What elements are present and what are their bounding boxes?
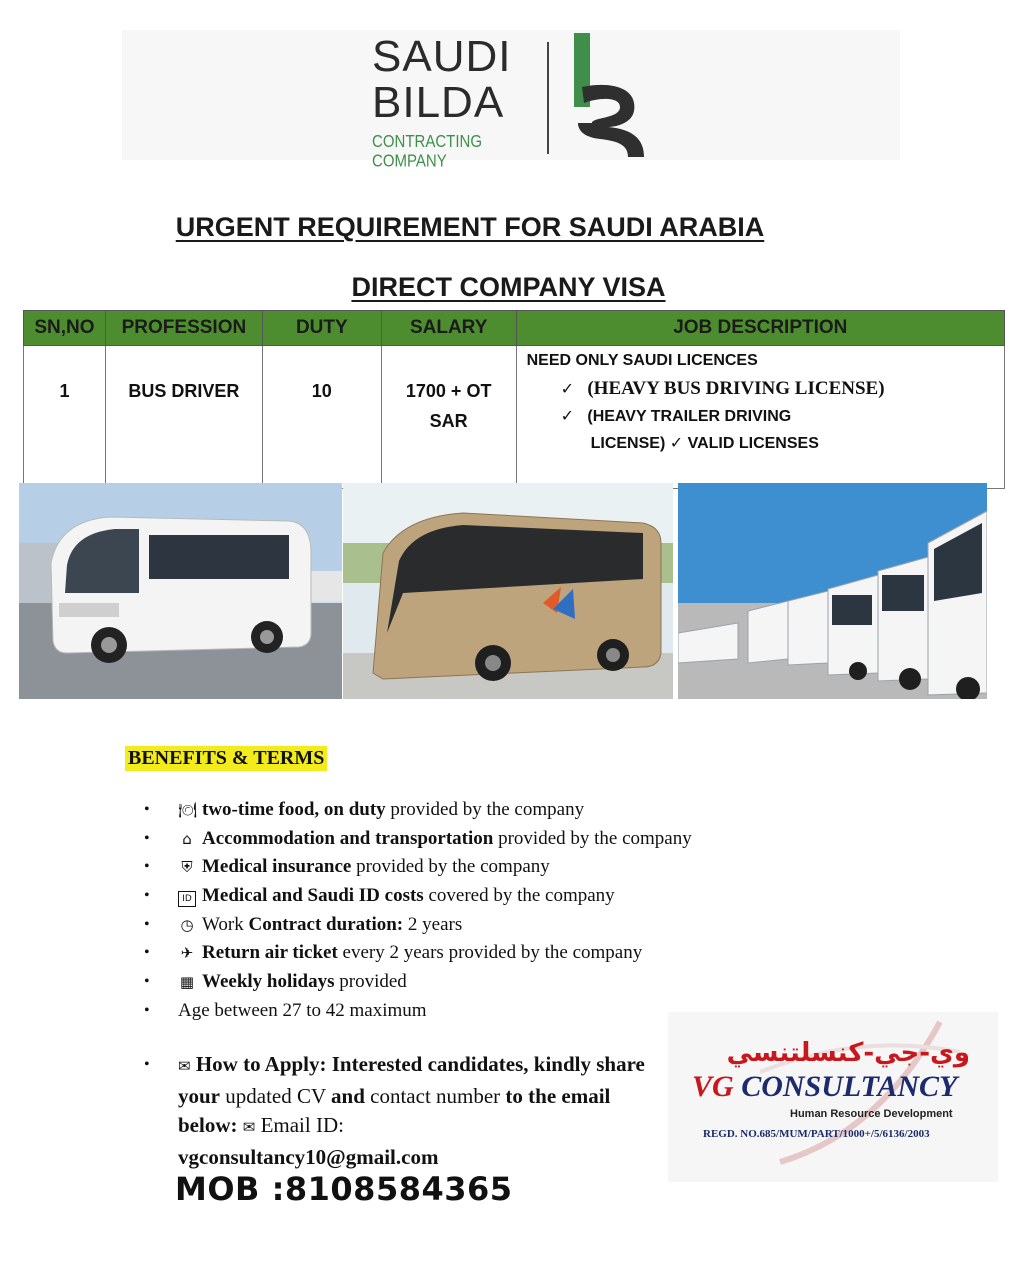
email-link[interactable]: vgconsultancy10@gmail.com (178, 1144, 439, 1169)
consultancy-arabic-name: وي-جي-كنسلتنسي (726, 1038, 970, 1068)
list-item: • 🍽 two-time food, on duty provided by the company (130, 796, 770, 825)
job-table (23, 310, 1005, 489)
consultancy-tagline: Human Resource Development (790, 1108, 953, 1120)
company-logo-text (372, 32, 542, 172)
cell-sn: 1 (24, 346, 106, 489)
company-logo-mark-icon (570, 33, 650, 161)
salary-currency: SAR (429, 411, 468, 431)
consultancy-name: VG CONSULTANCY (692, 1070, 958, 1103)
calendar-icon: ▦ (179, 973, 195, 992)
table-row (24, 346, 1005, 489)
photo-bus-fleet (678, 483, 987, 699)
list-item: • ▦ Weekly holidays provided (130, 968, 770, 997)
benefits-list (130, 796, 770, 1026)
check-icon: ✓ (669, 433, 684, 452)
id-icon: ID (178, 891, 196, 907)
cell-profession: BUS DRIVER (105, 346, 262, 489)
consultancy-registration: REGD. NO.685/MUM/PART/1000+/5/6136/2003 (703, 1128, 930, 1140)
food-icon: 🍽 (178, 801, 198, 819)
cell-job-description (516, 346, 1004, 489)
col-salary: SALARY (381, 311, 516, 346)
logo-subtitle: CONTRACTING COMPANY (372, 132, 482, 172)
logo-line2: BILDA (372, 78, 505, 127)
logo-line1: SAUDI (372, 32, 512, 81)
license-item: ✓ (HEAVY TRAILER DRIVING (560, 406, 792, 425)
how-to-apply: • ✉ How to Apply: Interested candidates, kindly share your updated CV and contact number to the email below: ✉ Email ID: vgconsultancy10@gmail.com (144, 1052, 645, 1169)
col-sn: SN,NO (24, 311, 106, 346)
page-subtitle: DIRECT COMPANY VISA (351, 272, 666, 302)
page-title: URGENT REQUIREMENT FOR SAUDI ARABIA (175, 212, 765, 242)
col-profession: PROFESSION (105, 311, 262, 346)
list-item: • Age between 27 to 42 maximum (130, 997, 770, 1026)
email-icon: ✉ (242, 1118, 256, 1136)
table-header-row (24, 311, 1005, 346)
license-item: ✓ (HEAVY BUS DRIVING LICENSE) (560, 378, 885, 399)
benefits-title: BENEFITS & TERMS (125, 746, 327, 771)
cell-duty: 10 (262, 346, 381, 489)
clock-icon: ◷ (180, 915, 194, 934)
list-item: • ⛨ Medical insurance provided by the company (130, 853, 770, 882)
plane-icon: ✈ (180, 944, 194, 963)
cell-salary (381, 346, 516, 489)
list-item: • ◷ Work Contract duration: 2 years (130, 911, 770, 940)
check-icon: ✓ (560, 379, 575, 398)
mail-icon: ✉ (178, 1057, 191, 1075)
logo-divider (547, 42, 549, 154)
list-item: • ⌂ Accommodation and transportation provided by the company (130, 825, 770, 854)
list-item: • ID Medical and Saudi ID costs covered by the company (130, 882, 770, 911)
mobile-number[interactable]: MOB :8108584365 (175, 1170, 513, 1208)
license-item: LICENSE) ✓ VALID LICENSES (590, 433, 819, 452)
photo-minibus (19, 483, 342, 699)
col-duty: DUTY (262, 311, 381, 346)
salary-amount: 1700 + OT (405, 381, 492, 401)
desc-intro: NEED ONLY SAUDI LICENCES (526, 352, 758, 369)
check-icon: ✓ (560, 406, 575, 425)
home-icon: ⌂ (182, 829, 192, 848)
list-item: • ✈ Return air ticket every 2 years provided by the company (130, 939, 770, 968)
shield-icon: ⛨ (181, 858, 193, 877)
col-job-description: JOB DESCRIPTION (516, 311, 1004, 346)
photo-coach-bus (343, 483, 673, 699)
